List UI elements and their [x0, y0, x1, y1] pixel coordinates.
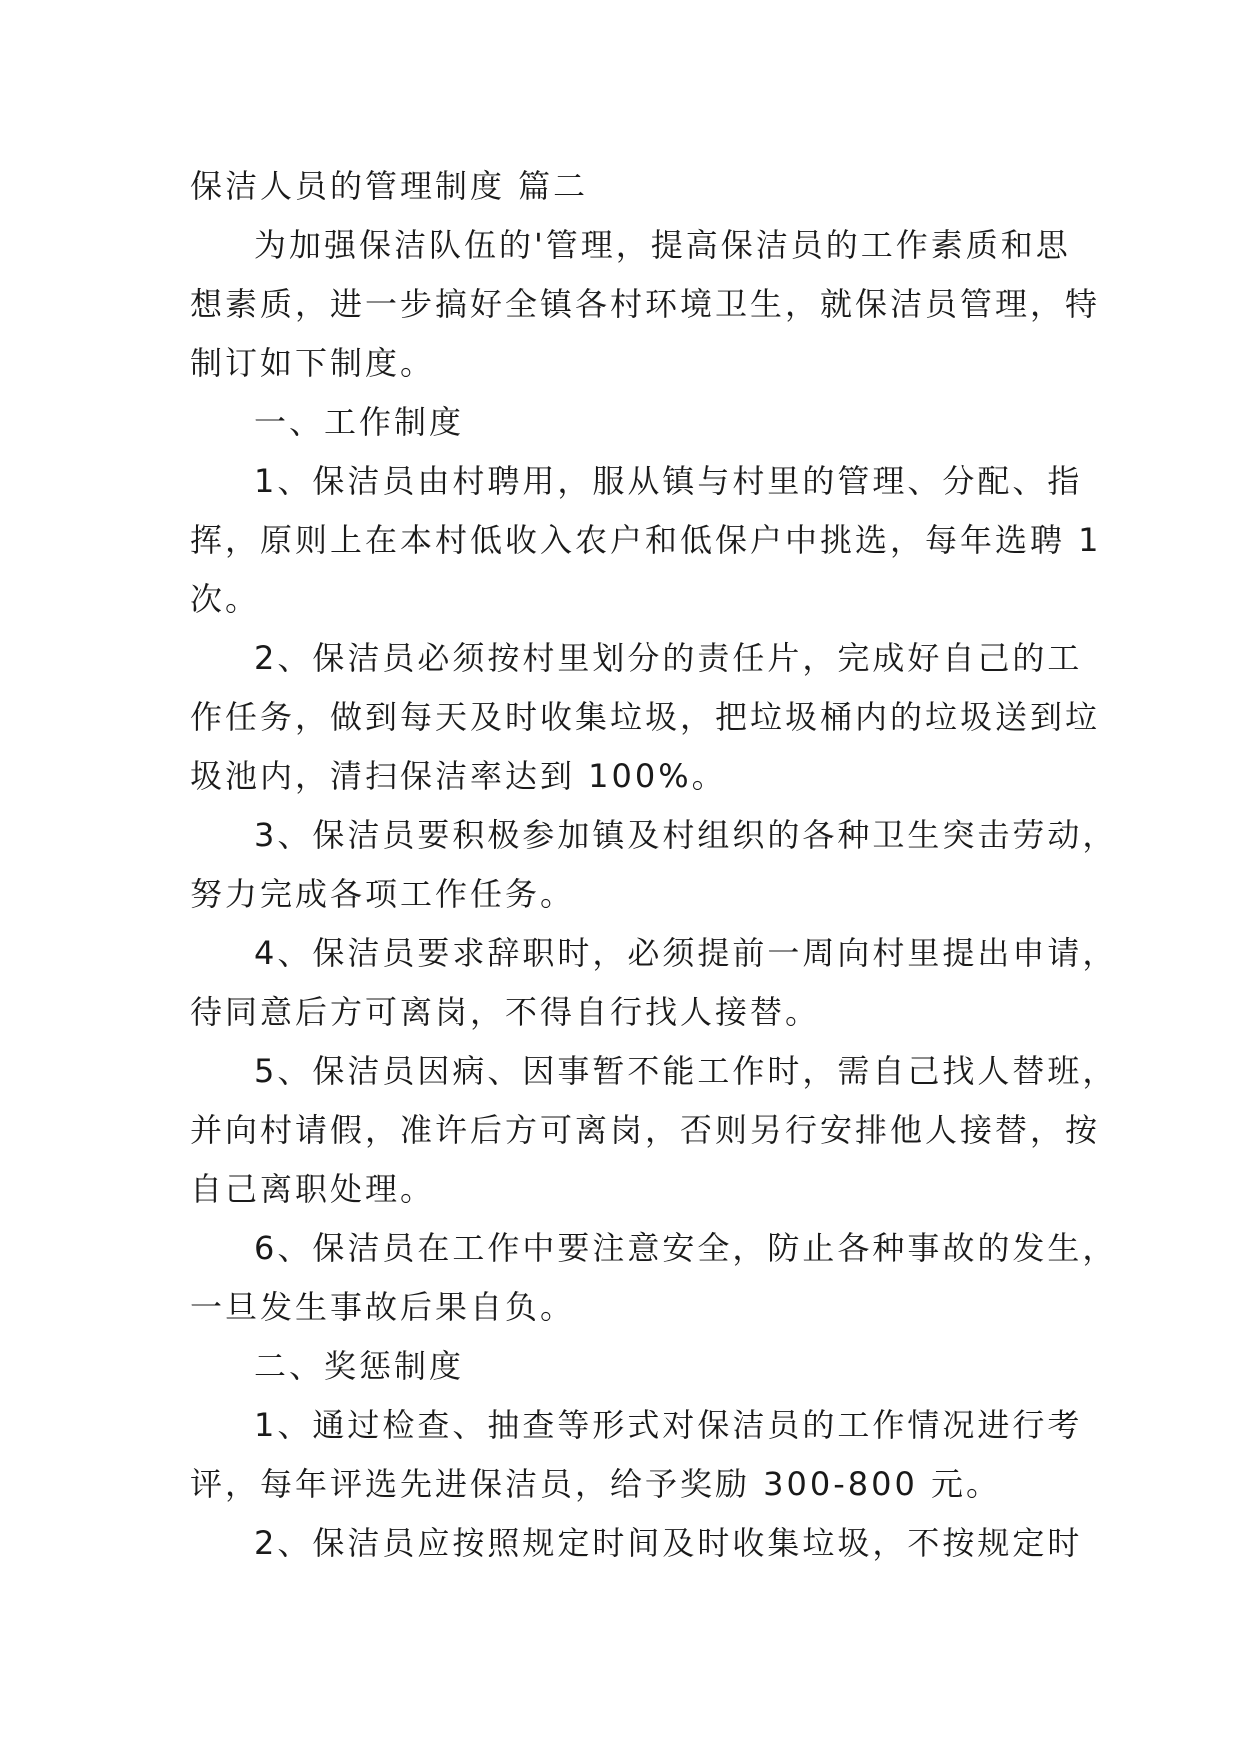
paragraph-line: 2、保洁员必须按村里划分的责任片，完成好自己的工 [254, 639, 1083, 677]
document-title: 保洁人员的管理制度 篇二 [190, 167, 589, 205]
paragraph-line: 2、保洁员应按照规定时间及时收集垃圾，不按规定时 [254, 1524, 1083, 1562]
paragraph-line: 努力完成各项工作任务。 [190, 875, 576, 913]
paragraph-line: 1、保洁员由村聘用，服从镇与村里的管理、分配、指 [254, 462, 1083, 500]
paragraph-line: 3、保洁员要积极参加镇及村组织的各种卫生突击劳动， [254, 816, 1118, 854]
paragraph-line: 6、保洁员在工作中要注意安全，防止各种事故的发生， [254, 1229, 1118, 1267]
paragraph-line: 1、通过检查、抽查等形式对保洁员的工作情况进行考 [254, 1406, 1083, 1444]
paragraph-line: 5、保洁员因病、因事暂不能工作时，需自己找人替班， [254, 1052, 1118, 1090]
paragraph-line: 想素质，进一步搞好全镇各村环境卫生，就保洁员管理，特 [190, 285, 1101, 323]
paragraph-line: 制订如下制度。 [190, 344, 436, 382]
paragraph-line: 一旦发生事故后果自负。 [190, 1288, 576, 1326]
paragraph-line: 为加强保洁队伍的'管理，提高保洁员的工作素质和思 [254, 226, 1071, 264]
paragraph-line: 次。 [190, 580, 261, 618]
section-heading: 二、奖惩制度 [254, 1347, 465, 1385]
paragraph-line: 自己离职处理。 [190, 1170, 436, 1208]
paragraph-line: 圾池内，清扫保洁率达到 100%。 [190, 757, 727, 795]
section-heading: 一、工作制度 [254, 403, 465, 441]
paragraph-line: 待同意后方可离岗，不得自行找人接替。 [190, 993, 821, 1031]
paragraph-line: 作任务，做到每天及时收集垃圾，把垃圾桶内的垃圾送到垃 [190, 698, 1101, 736]
paragraph-line: 并向村请假，准许后方可离岗，否则另行安排他人接替，按 [190, 1111, 1101, 1149]
paragraph-line: 4、保洁员要求辞职时，必须提前一周向村里提出申请， [254, 934, 1118, 972]
paragraph-line: 评，每年评选先进保洁员，给予奖励 300-800 元。 [190, 1465, 1002, 1503]
paragraph-line: 挥，原则上在本村低收入农户和低保户中挑选，每年选聘 1 [190, 521, 1102, 559]
